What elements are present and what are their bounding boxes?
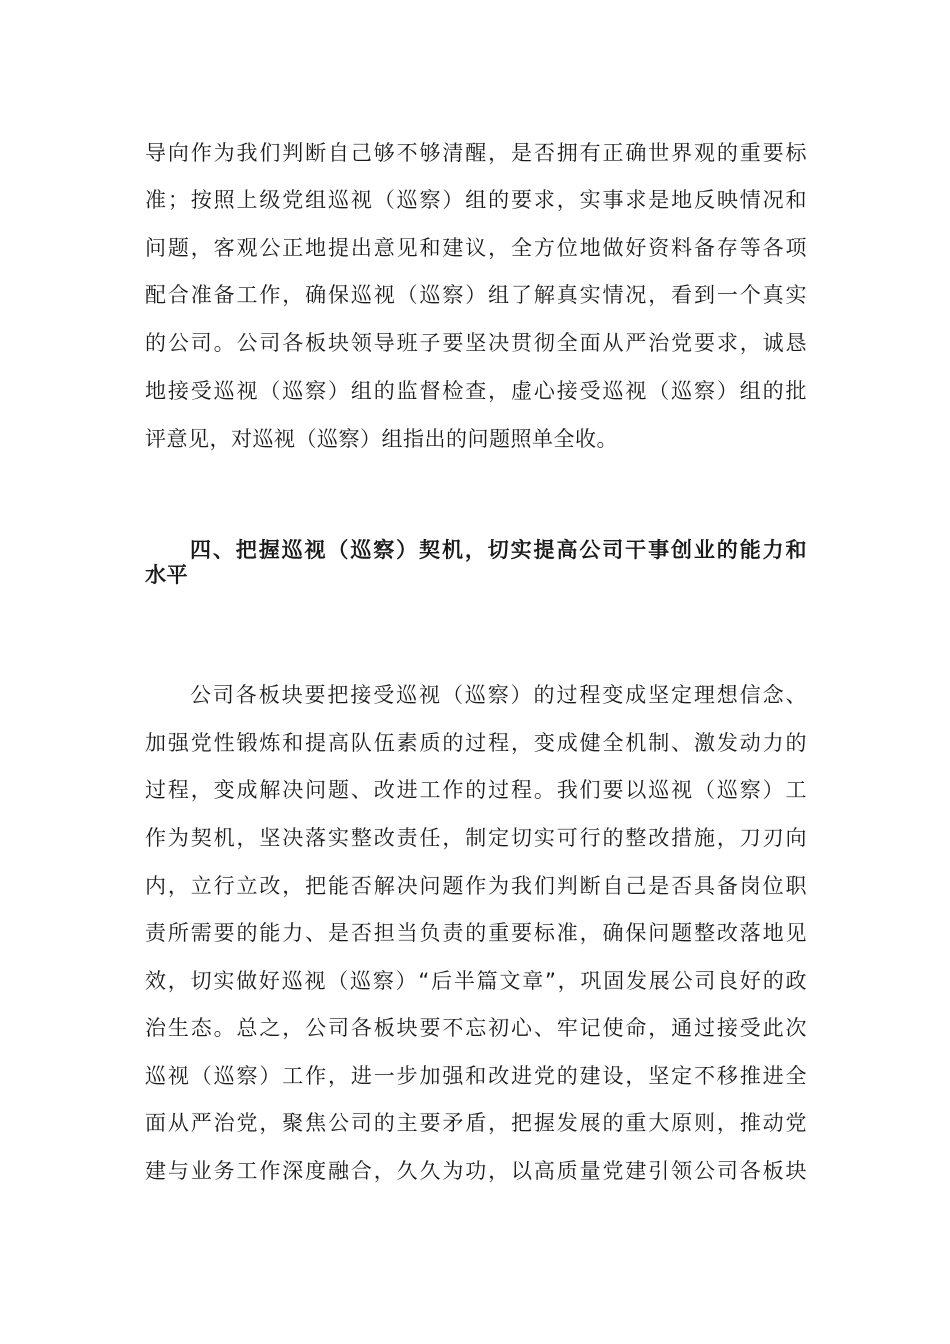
paragraph-1-line-7: 评意见，对巡视（巡察）组指出的问题照单全收。	[145, 427, 618, 451]
paragraph-2-line-7: 效，切实做好巡视（巡察）“后半篇文章”，巩固发展公司良好的政	[145, 969, 807, 993]
paragraph-2-line-4: 作为契机，坚决落实整改责任，制定切实可行的整改措施，刀刃向	[145, 826, 807, 850]
paragraph-1-line-2: 准；按照上级党组巡视（巡察）组的要求，实事求是地反映情况和	[145, 188, 807, 212]
paragraph-1-line-3: 问题，客观公正地提出意见和建议，全方位地做好资料备存等各项	[145, 236, 807, 260]
section-heading-line-2: 水平	[145, 563, 188, 587]
paragraph-2-line-5: 内，立行立改，把能否解决问题作为我们判断自己是否具备岗位职	[145, 874, 807, 898]
paragraph-1-line-5: 的公司。公司各板块领导班子要坚决贯彻全面从严治党要求，诚恳	[145, 331, 807, 355]
paragraph-2-line-1: 公司各板块要把接受巡视（巡察）的过程变成坚定理想信念、	[190, 683, 807, 707]
paragraph-2-line-2: 加强党性锻炼和提高队伍素质的过程，变成健全机制、激发动力的	[145, 731, 807, 755]
paragraph-2-line-3: 过程，变成解决问题、改进工作的过程。我们要以巡视（巡察）工	[145, 778, 807, 802]
paragraph-2-line-9: 巡视（巡察）工作，进一步加强和改进党的建设，坚定不移推进全	[145, 1064, 807, 1088]
paragraph-2-line-8: 治生态。总之，公司各板块要不忘初心、牢记使命，通过接受此次	[145, 1016, 807, 1040]
paragraph-2-line-11: 建与业务工作深度融合，久久为功，以高质量党建引领公司各板块	[145, 1159, 807, 1183]
paragraph-2-line-10: 面从严治党，聚焦公司的主要矛盾，把握发展的重大原则，推动党	[145, 1111, 807, 1135]
paragraph-1-line-1: 导向作为我们判断自己够不够清醒，是否拥有正确世界观的重要标	[145, 141, 807, 165]
paragraph-2-line-6: 责所需要的能力、是否担当负责的重要标准，确保问题整改落地见	[145, 921, 807, 945]
section-heading-line-1: 四、把握巡视（巡察）契机，切实提高公司干事创业的能力和	[190, 538, 807, 562]
paragraph-1-line-4: 配合准备工作，确保巡视（巡察）组了解真实情况，看到一个真实	[145, 283, 807, 307]
paragraph-1-line-6: 地接受巡视（巡察）组的监督检查，虚心接受巡视（巡察）组的批	[145, 379, 807, 403]
